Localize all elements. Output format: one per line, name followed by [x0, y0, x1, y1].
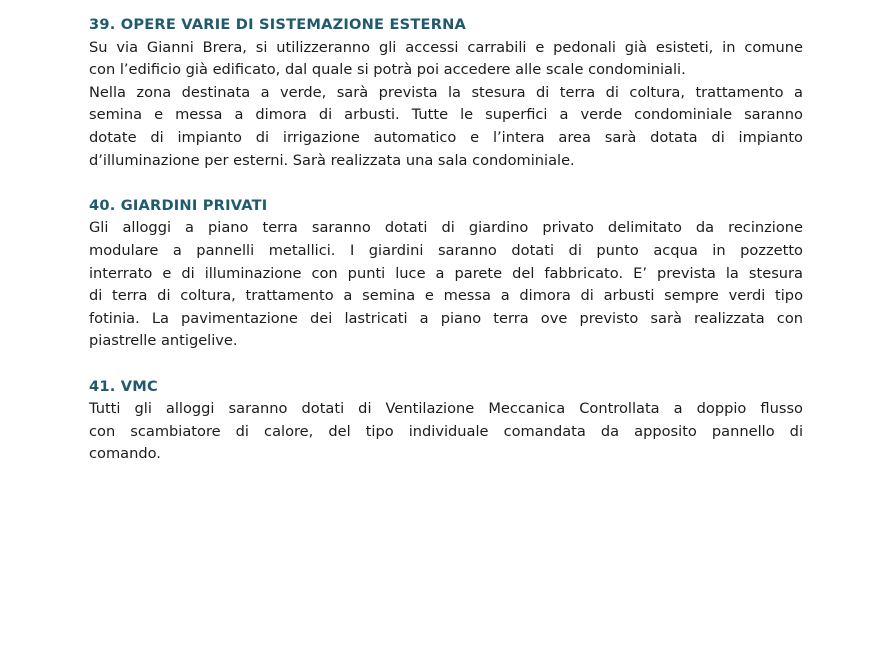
section-body	[89, 217, 803, 353]
text-line: Su via Gianni Brera, si utilizzeranno gli accessi carrabili e pedonali già esisteti, in comune	[89, 38, 803, 56]
text-line: dotate di impianto di irrigazione automatico e l’intera area sarà dotata di impianto	[89, 128, 803, 146]
section-heading: 39. OPERE VARIE DI SISTEMAZIONE ESTERNA	[89, 16, 467, 33]
text-line: comando.	[89, 445, 161, 463]
text-line: di terra di coltura, trattamento a semina e messa a dimora di arbusti sempre verdi tipo	[89, 287, 803, 305]
section-body	[89, 37, 803, 173]
text-line: con scambiatore di calore, del tipo individuale comandata da apposito pannello di	[89, 422, 803, 440]
document-page	[89, 14, 803, 488]
section-40-giardini-privati	[89, 195, 803, 353]
section-heading: 40. GIARDINI PRIVATI	[89, 196, 268, 214]
section-body	[89, 398, 803, 466]
text-line: d’illuminazione per esterni. Sarà realizzata una sala condominiale.	[89, 151, 575, 169]
text-line: Tutti gli alloggi saranno dotati di Ventilazione Meccanica Controllata a doppio flusso	[89, 400, 803, 418]
section-41-vmc	[89, 376, 803, 466]
text-line: Nella zona destinata a verde, sarà prevista la stesura di terra di coltura, trattamento a	[89, 83, 803, 101]
text-line: interrato e di illuminazione con punti luce a parete del fabbricato. E’ prevista la stesura	[89, 264, 803, 282]
text-line: con l’edificio già edificato, dal quale si potrà poi accedere alle scale condominiali.	[89, 61, 686, 79]
text-line: modulare a pannelli metallici. I giardini saranno dotati di punto acqua in pozzetto	[89, 241, 803, 259]
section-heading: 41. VMC	[89, 377, 158, 395]
section-39-opere-varie	[89, 14, 803, 172]
text-line: fotinia. La pavimentazione dei lastricati a piano terra ove previsto sarà realizzata con	[89, 309, 803, 327]
text-line: piastrelle antigelive.	[89, 332, 238, 350]
text-line: Gli alloggi a piano terra saranno dotati di giardino privato delimitato da recinzione	[89, 219, 803, 237]
text-line: semina e messa a dimora di arbusti. Tutte le superfici a verde condominiale saranno	[89, 106, 803, 124]
